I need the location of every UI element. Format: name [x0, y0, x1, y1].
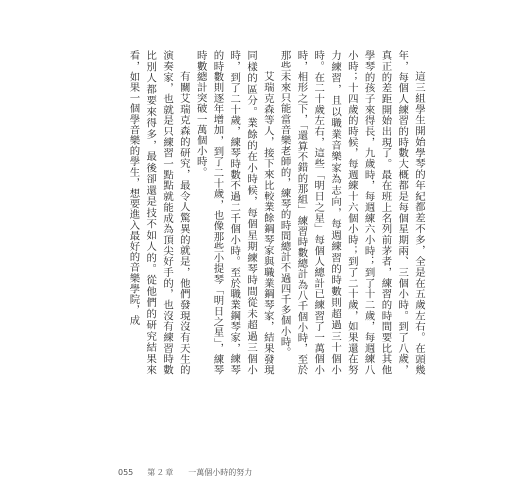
page-number: 055	[118, 468, 134, 477]
chapter-label: 第２章	[147, 468, 175, 477]
chapter-title: 一萬個小時的努力	[188, 468, 253, 477]
paragraph-1: 這三組學生開始學琴的年紀都差不多，全是在五歲左右。在頭幾年，每個人練習的時數大概都是每個星期兩、三個小時。到了八歲，真正的差距開始出現了。最在班上名列前茅者，練習的時間要比其他學琴的孩子來得長，九歲時，每週練六小時；到了十二歲，每週練八小時；十四歲的時候，每週練十六個小時；到了二十歲，如果還在努力練習，且以職業音樂家為志向，每週練習的時數則超過三十個小時。在二十歲左右，這些「明日之星」每個人總計已練習了一萬個小時，相形之下，「還算不錯的那組」練習時數總計為八千個小時，至於那些未來只能當音樂老師的，練琴的時間總計不過四千多個小時。	[278, 50, 425, 375]
page-footer	[118, 467, 252, 478]
body-text	[125, 50, 427, 375]
paragraph-2: 艾瑞克森等人，接下來比較業餘鋼琴家與職業鋼琴家，結果發現同樣的區分。業餘的在小時候，每個星期練琴時間從未超過三個小時，到了二十歲，練琴時數不過二千個小時。至於職業鋼琴家，練琴的時數則逐年增加，到了二十歲，也像那些小提琴「明日之星」，練琴時數總計突破一萬個小時。	[194, 50, 274, 375]
paragraph-3: 有關艾瑞克森的研究，最令人驚異的就是，他們發現沒有天生的演奏家，也就是只練習一點點就能成為頂尖好手的，也沒有練習時數比別人都要來得多，最後卻還是技不如人的。從他們的研究結果來看，如果一個學音樂的學生，想要進入最好的音樂學院，成	[127, 50, 190, 375]
